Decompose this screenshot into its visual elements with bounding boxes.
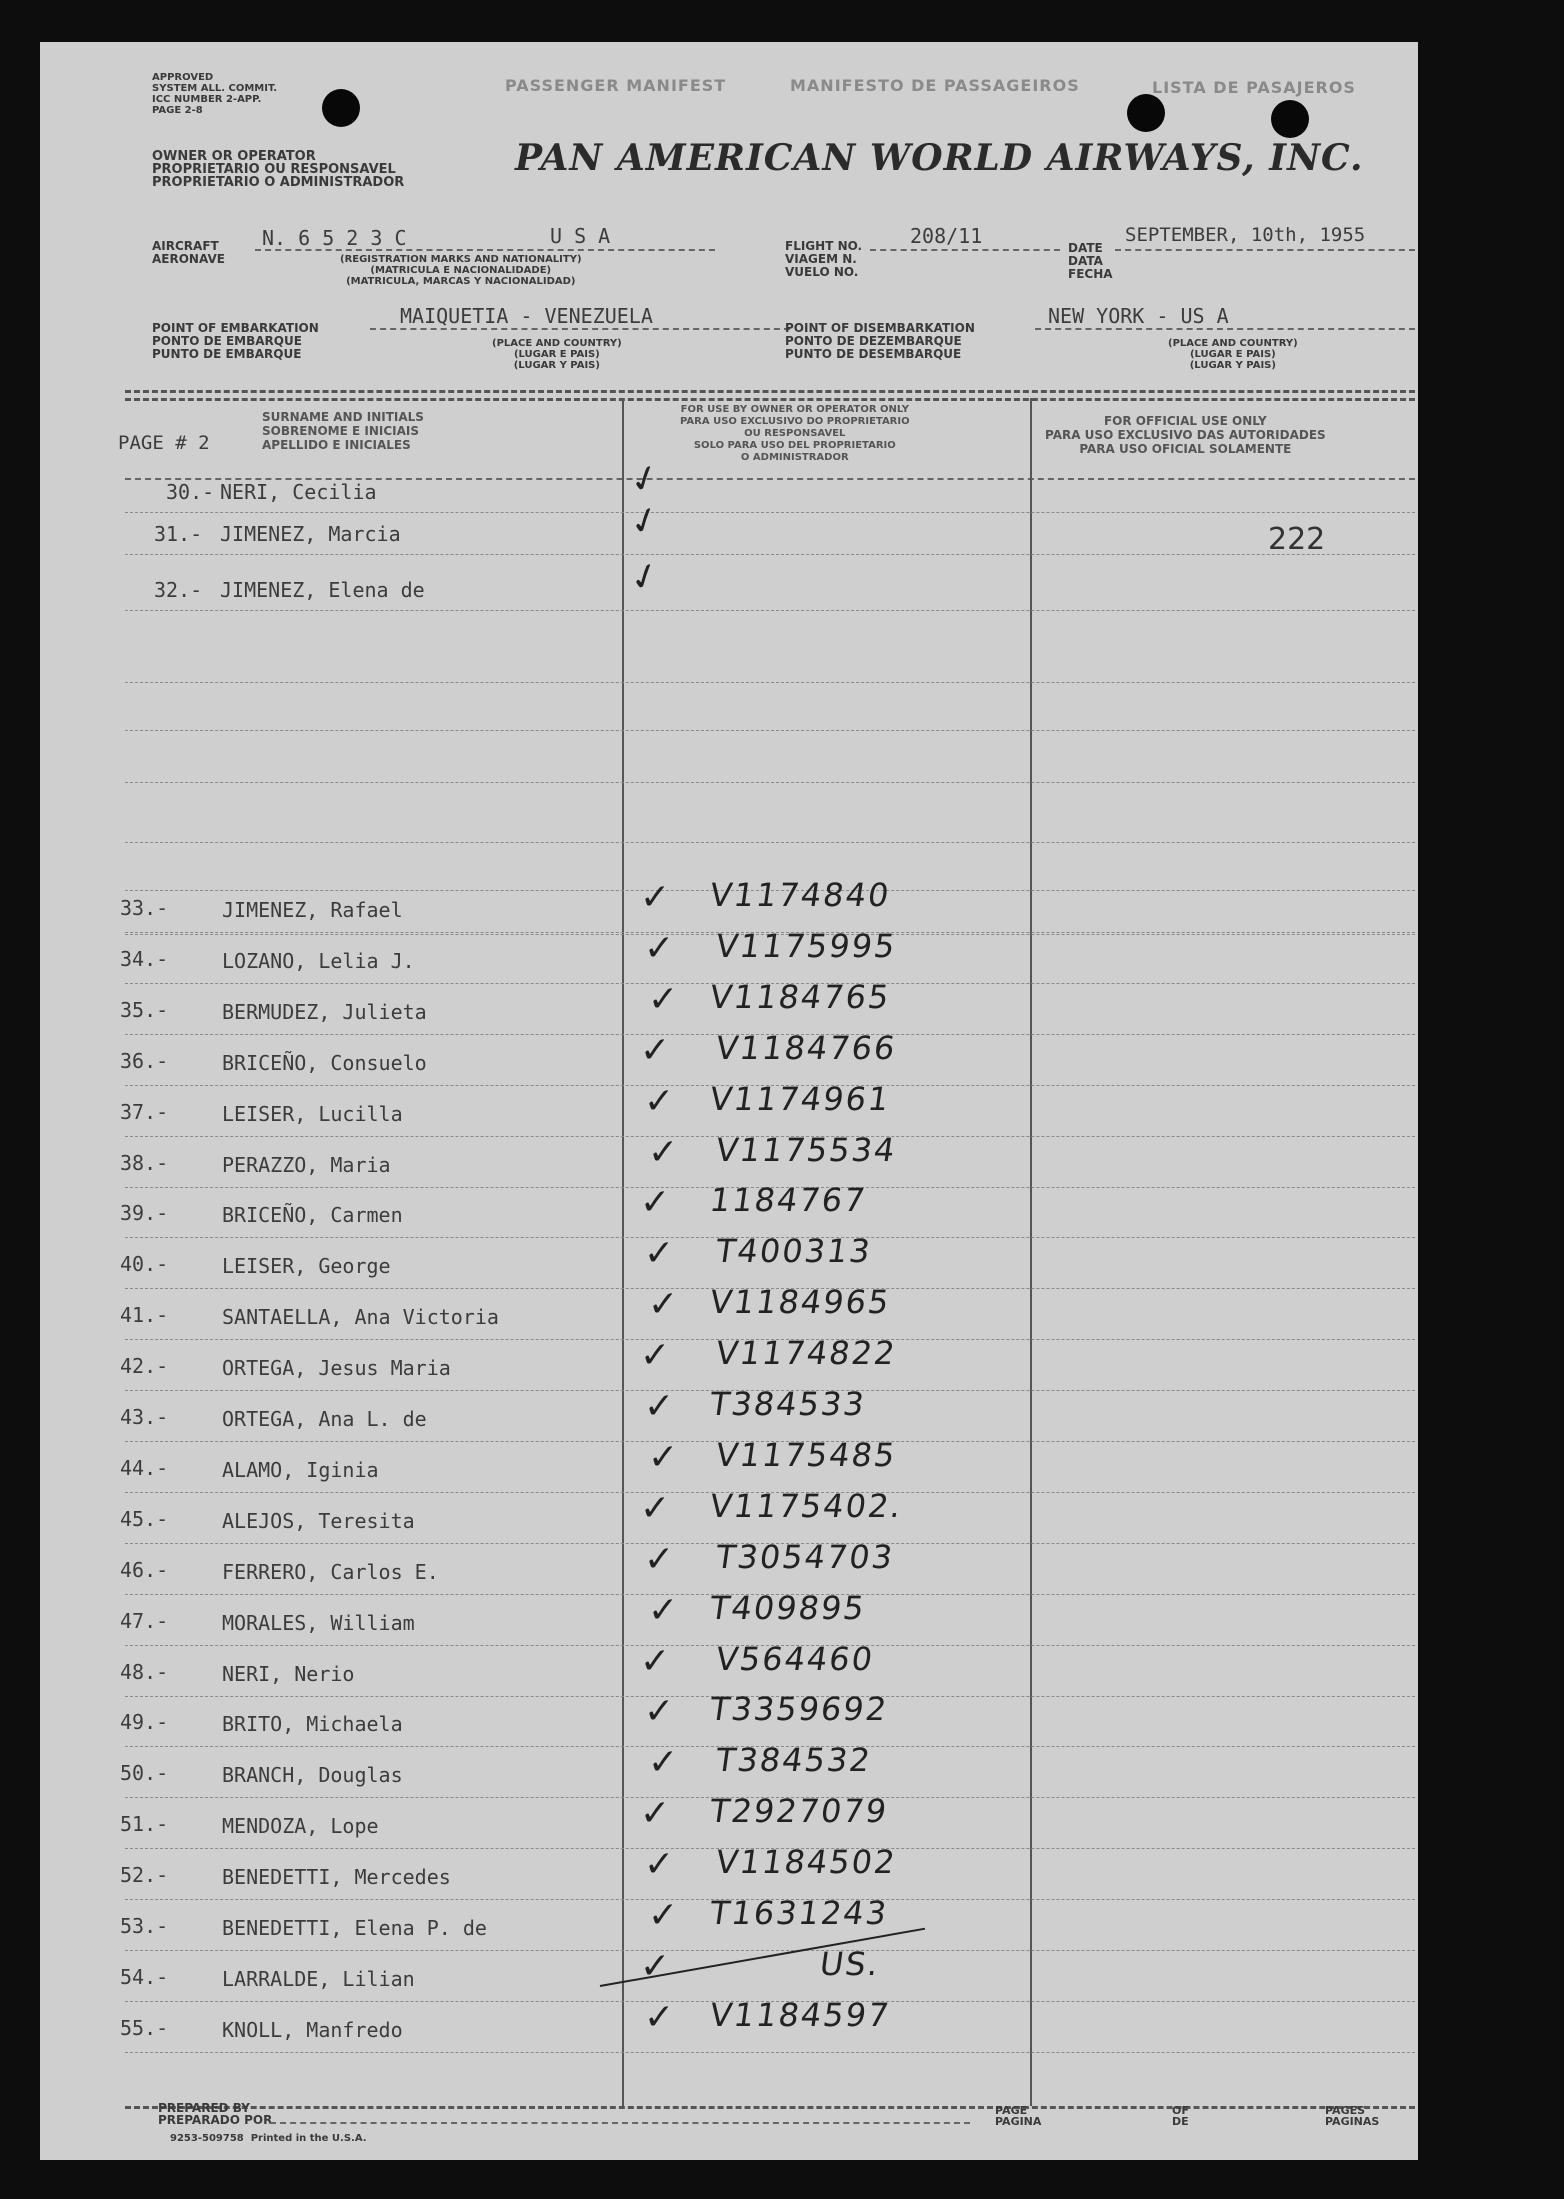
passenger-name: ALAMO, Iginia (222, 1458, 379, 1482)
passenger-name: ALEJOS, Teresita (222, 1509, 415, 1533)
passenger-name: JIMENEZ, Marcia (220, 522, 401, 546)
official-note: 222 (1268, 522, 1326, 557)
row-number: 50.- (120, 1761, 169, 1785)
aircraft-nationality: U S A (550, 224, 611, 248)
table-bottom-rule (125, 2106, 1415, 2109)
disembarkation-label: POINT OF DISEMBARKATION PONTO DE DEZEMBARQUE PUNTO DE DESEMBARQUE (785, 321, 975, 361)
check-mark: ✓ (640, 1793, 671, 1834)
row-number: 53.- (120, 1914, 169, 1938)
row-number: 35.- (120, 998, 169, 1022)
check-mark: ✓ (640, 1335, 671, 1376)
check-mark: ✓ (648, 1437, 679, 1478)
pages-footer-label: PAGES PAGINAS (1325, 2104, 1380, 2128)
check-mark: ✓ (644, 1386, 675, 1427)
prepared-underline (270, 2122, 970, 2124)
of-footer-label: OF DE (1172, 2104, 1189, 2128)
check-mark: ✓ (644, 1844, 675, 1885)
document-number: T384532 (713, 1741, 875, 1779)
document-number: T3054703 (713, 1538, 897, 1576)
owner-label: OWNER OR OPERATOR PROPRIETARIO OU RESPONSAVEL PROPRIETARIO O ADMINISTRADOR (152, 149, 405, 190)
row-number: 33.- (120, 896, 169, 920)
disembarkation-caption: (PLACE AND COUNTRY) (LUGAR E PAIS) (LUGAR Y PAIS) (1168, 338, 1298, 371)
passenger-name: MORALES, William (222, 1611, 415, 1635)
row-rule (125, 2052, 1415, 2053)
document-number: V1175485 (713, 1436, 900, 1474)
document-number: T1631243 (707, 1894, 891, 1932)
row-number: 39.- (120, 1201, 169, 1225)
passenger-name: BRANCH, Douglas (222, 1763, 403, 1787)
row-number: 48.- (120, 1660, 169, 1684)
row-rule (125, 610, 1415, 611)
row-number: 41.- (120, 1303, 169, 1327)
page-footer-label: PAGE PAGINA (995, 2104, 1042, 2128)
check-mark: ✓ (640, 1641, 671, 1682)
passenger-name: JIMENEZ, Rafael (222, 898, 403, 922)
check-mark: ✓ (640, 1182, 671, 1223)
aircraft-registration: N. 6 5 2 3 C (262, 226, 407, 250)
aircraft-underline (255, 249, 715, 251)
row-number: 38.- (120, 1151, 169, 1175)
column-header-name: SURNAME AND INITIALS SOBRENOME E INICIAIS APELLIDO E INICIALES (262, 410, 424, 452)
document-number: V1174822 (713, 1334, 900, 1372)
blank-row-rule (125, 842, 1415, 843)
check-mark: ✓ (640, 1488, 671, 1529)
embarkation-underline (370, 328, 790, 330)
passenger-name: JIMENEZ, Elena de (220, 578, 425, 602)
passenger-name: BRITO, Michaela (222, 1712, 403, 1736)
row-number: 49.- (120, 1710, 169, 1734)
embarkation-value: MAIQUETIA - VENEZUELA (400, 304, 653, 328)
owner-value: PAN AMERICAN WORLD AIRWAYS, INC. (515, 137, 1364, 179)
check-mark: ✓ (644, 1081, 675, 1122)
check-mark: ✓ (644, 928, 675, 969)
prepared-label: PREPARED BY PREPARADO POR (158, 2101, 273, 2127)
form-code: 9253-509758 Printed in the U.S.A. (170, 2133, 367, 2144)
check-mark: ✓ (648, 979, 679, 1020)
title-english: PASSENGER MANIFEST (505, 76, 727, 95)
date-value: SEPTEMBER, 10th, 1955 (1125, 224, 1366, 246)
passenger-name: PERAZZO, Maria (222, 1153, 391, 1177)
row-number: 30.- (166, 480, 215, 504)
passenger-name: MENDOZA, Lope (222, 1814, 379, 1838)
document-number: T2927079 (707, 1792, 891, 1830)
embarkation-caption: (PLACE AND COUNTRY) (LUGAR E PAIS) (LUGAR Y PAIS) (492, 338, 622, 371)
row-number: 43.- (120, 1405, 169, 1429)
blank-row-rule (125, 682, 1415, 683)
row-rule (125, 554, 1415, 555)
check-mark: ✓ (640, 1946, 671, 1987)
row-number: 36.- (120, 1049, 169, 1073)
passenger-name: SANTAELLA, Ana Victoria (222, 1305, 499, 1329)
document-number: V1175534 (713, 1131, 900, 1169)
row-number: 34.- (120, 947, 169, 971)
row-rule (125, 1950, 1415, 1951)
row-number: 55.- (120, 2016, 169, 2040)
passenger-name: LEISER, George (222, 1254, 391, 1278)
approval-block: APPROVED SYSTEM ALL. COMMIT. ICC NUMBER 2-APP. PAGE 2-8 (152, 72, 278, 116)
title-portuguese: MANIFESTO DE PASSAGEIROS (790, 76, 1080, 95)
check-mark: ✓ (648, 1590, 679, 1631)
flight-label: FLIGHT NO. VIAGEM N. VUELO NO. (785, 239, 863, 279)
passenger-name: LOZANO, Lelia J. (222, 949, 415, 973)
registration-caption: (REGISTRATION MARKS AND NATIONALITY) (MATRICULA E NACIONALIDADE) (MATRICULA, MARCAS Y NACIONALIDAD) (340, 254, 582, 287)
check-mark: ✓ (624, 455, 666, 504)
row-number: 40.- (120, 1252, 169, 1276)
document-number: V1184502 (713, 1843, 900, 1881)
row-number: 54.- (120, 1965, 169, 1989)
row-number: 47.- (120, 1609, 169, 1633)
check-mark: ✓ (624, 553, 666, 602)
check-mark: ✓ (648, 1895, 679, 1936)
punch-hole-3 (1271, 100, 1309, 138)
punch-hole-2 (1127, 94, 1165, 132)
row-number: 42.- (120, 1354, 169, 1378)
column-header-owner: FOR USE BY OWNER OR OPERATOR ONLY PARA USO EXCLUSIVO DO PROPRIETARIO OU RESPONSAVEL SOLO PARA USO DEL PROPRIETARIO O ADMINISTRADOR (680, 404, 910, 463)
row-number: 31.- (154, 522, 203, 546)
passenger-name: NERI, Nerio (222, 1662, 355, 1686)
blank-row-rule (125, 782, 1415, 783)
document-number: T384533 (707, 1385, 869, 1423)
document-number: US. (817, 1945, 883, 1983)
passenger-name: KNOLL, Manfredo (222, 2018, 403, 2042)
document-number: V1175995 (713, 927, 900, 965)
check-mark: ✓ (648, 1742, 679, 1783)
passenger-name: ORTEGA, Ana L. de (222, 1407, 427, 1431)
document-number: V1184597 (707, 1996, 894, 2034)
passenger-name: LEISER, Lucilla (222, 1102, 403, 1126)
row-number: 32.- (154, 578, 203, 602)
title-spanish: LISTA DE PASAJEROS (1152, 78, 1356, 97)
document-number: V1175402. (707, 1487, 906, 1525)
document-number: V1174961 (707, 1080, 894, 1118)
row-rule (125, 512, 1415, 513)
document-number: V1184766 (713, 1029, 900, 1067)
row-number: 45.- (120, 1507, 169, 1531)
check-mark: ✓ (640, 877, 671, 918)
embarkation-label: POINT OF EMBARKATION PONTO DE EMBARQUE PUNTO DE EMBARQUE (152, 321, 319, 361)
column-header-official: FOR OFFICIAL USE ONLY PARA USO EXCLUSIVO DAS AUTORIDADES PARA USO OFICIAL SOLAMENTE (1045, 414, 1326, 456)
row-number: 46.- (120, 1558, 169, 1582)
passenger-name: BENEDETTI, Mercedes (222, 1865, 451, 1889)
date-underline (1115, 249, 1415, 251)
document-number: T3359692 (707, 1690, 891, 1728)
row-number: 51.- (120, 1812, 169, 1836)
column-divider-1 (622, 398, 624, 2106)
check-mark: ✓ (648, 1132, 679, 1173)
row-number: 37.- (120, 1100, 169, 1124)
page-label: PAGE # 2 (118, 432, 210, 454)
flight-underline (870, 249, 1060, 251)
document-number: V1184965 (707, 1283, 894, 1321)
punch-hole-1 (322, 89, 360, 127)
date-label: DATE DATA FECHA (1068, 241, 1113, 281)
passenger-name: FERRERO, Carlos E. (222, 1560, 439, 1584)
document-number: 1184767 (707, 1181, 870, 1219)
column-divider-2 (1030, 398, 1032, 2106)
passenger-name: BRICEÑO, Consuelo (222, 1051, 427, 1075)
check-mark: ✓ (644, 1233, 675, 1274)
passenger-name: BERMUDEZ, Julieta (222, 1000, 427, 1024)
passenger-name: NERI, Cecilia (220, 480, 377, 504)
document-number: T409895 (707, 1589, 869, 1627)
flight-number: 208/11 (910, 224, 983, 248)
passenger-name: LARRALDE, Lilian (222, 1967, 415, 1991)
disembarkation-value: NEW YORK - US A (1048, 304, 1229, 328)
check-mark: ✓ (624, 497, 666, 546)
passenger-name: BRICEÑO, Carmen (222, 1203, 403, 1227)
document-number: V1184765 (707, 978, 894, 1016)
check-mark: ✓ (644, 1997, 675, 2038)
row-number: 52.- (120, 1863, 169, 1887)
check-mark: ✓ (644, 1539, 675, 1580)
document-number: V564460 (713, 1640, 877, 1678)
document-number: V1174840 (707, 876, 894, 914)
check-mark: ✓ (640, 1030, 671, 1071)
passenger-name: ORTEGA, Jesus Maria (222, 1356, 451, 1380)
disembarkation-underline (1035, 328, 1415, 330)
document-number: T400313 (713, 1232, 875, 1270)
manifest-sheet (40, 42, 1418, 2160)
blank-row-rule (125, 730, 1415, 731)
table-top-rule-1 (125, 390, 1415, 393)
aircraft-label: AIRCRAFT AERONAVE (152, 239, 225, 266)
check-mark: ✓ (644, 1691, 675, 1732)
check-mark: ✓ (648, 1284, 679, 1325)
row-number: 44.- (120, 1456, 169, 1480)
passenger-name: BENEDETTI, Elena P. de (222, 1916, 487, 1940)
table-top-rule-2 (125, 398, 1415, 401)
